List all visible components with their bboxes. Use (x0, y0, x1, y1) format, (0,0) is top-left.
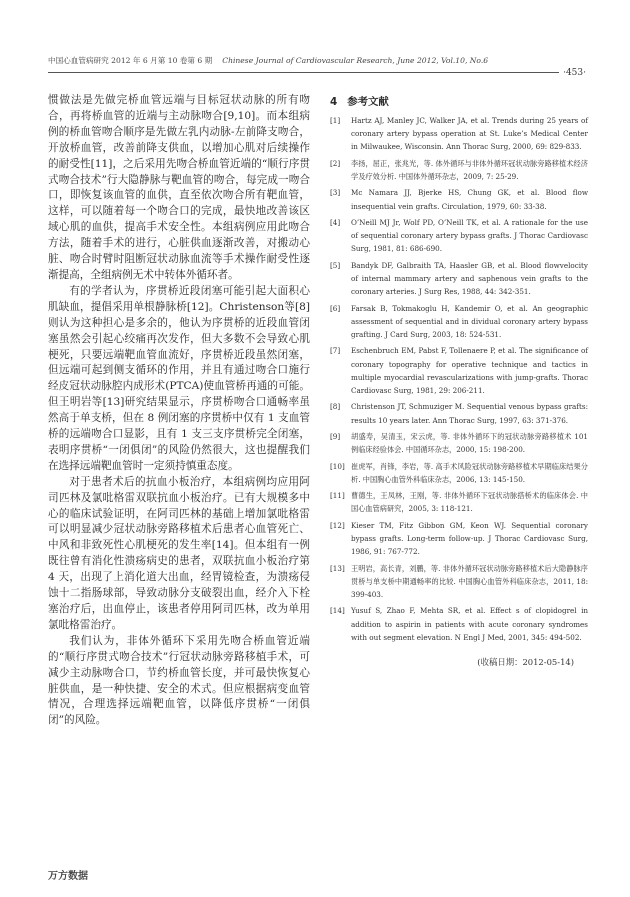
reference-item (330, 489, 588, 515)
reference-number: [3] (330, 188, 341, 198)
reference-number: [5] (330, 260, 341, 270)
reference-item (330, 519, 588, 559)
paragraph: 我们认为，非体外循环下采用先吻合桥血管近端的“顺行序贯式吻合技术”行冠状动脉旁路移植手术，可减少主动脉吻合口，节约桥血管长度，并可最快恢复心脏供血，是一种快捷、安全的术式。但应根据病变血管情况，合理选择远端靶血管，以降低序贯桥“一闭俱闭”的风险。 (48, 634, 310, 727)
journal-name-cn: 中国心血管病研究 2012 年 6 月第 10 卷第 6 期 (48, 56, 213, 65)
reference-item (330, 400, 588, 426)
section-number: 4 (330, 96, 338, 108)
reference-text: Hartz AJ, Manley JC, Walker JA, et al. Trends during 25 years of coronary artery bypass operation at St. Luke’s Medical Center in Milwaukee, Wisconsin. Ann Thorac Surg, 2000, 69: 829-833. (351, 116, 588, 152)
reference-number: [4] (330, 217, 341, 227)
section-title: 参考文献 (347, 96, 389, 108)
reference-item (330, 460, 588, 486)
reference-text: Bandyk DF, Galbraith TA, Haasler GB, et al. Blood flowvelocity of internal mammary artery and saphenous vein grafts to the coronary arteries. J Surg Res, 1988, 44: 342-351. (351, 260, 588, 297)
reference-item (330, 302, 588, 342)
journal-citation (48, 55, 488, 66)
journal-name-en: Chinese Journal of Cardiovascular Research, June 2012, Vol.10, No.6 (222, 56, 489, 65)
references-column (330, 93, 588, 668)
reference-item (330, 430, 588, 456)
paragraph: 有的学者认为，序贯桥近段闭塞可能引起大面积心肌缺血，提倡采用单根静脉桥[12]。Christenson等[8]则认为这种担心是多余的，他认为序贯桥的近段血管闭塞虽然会引起心绞痛再次发作，但大多数不会导致心肌梗死，只要远端靶血管血流好，序贯桥近段虽然闭塞，但远端可起到侧支循环的作用，并且有通过吻合口施行经皮冠状动脉腔内成形术(PTCA)使血管桥再通的可能。但王明岩等[13]研究结果显示，序贯桥吻合口通畅率虽然高于单支桥，但在 8 例闭塞的序贯桥中仅有 1 支血管桥的远端吻合口显影，且有 1 支三支序贯桥完全闭塞，表明序贯桥“一闭俱闭”的风险仍然很大，这也提醒我们在选择远端靶血管时一定须持慎重态度。 (48, 284, 310, 472)
reference-text: Yusuf S, Zhao F, Mehta SR, et al. Effect s of clopidogrel in addition to aspirin in patients with acute coronary syndromes with out segment elevation. N Engl J Med, 2001, 345: 494-502. (351, 606, 588, 642)
reference-item (330, 562, 588, 602)
reference-text: 崔虎军，肖锋，李岩，等. 高手术风险冠状动脉旁路移植术早期临床结果分析. 中国胸心血管外科临床杂志，2006, 13: 145-150. (351, 461, 588, 484)
reference-number: [2] (330, 158, 341, 168)
reference-number: [7] (330, 346, 341, 356)
reference-number: [8] (330, 402, 341, 412)
running-header (48, 55, 586, 71)
reference-item (330, 186, 588, 212)
reference-item (330, 114, 588, 154)
reference-text: Farsak B, Tokmakoglu H, Kandemir O, et al. An geographic assessment of sequential and in dividual coronary artery bypass grafting. J Card Surg, 2003, 18: 524-531. (351, 303, 588, 339)
reference-number: [14] (330, 606, 345, 616)
reference-number: [12] (330, 520, 345, 530)
page-number: ·453· (559, 68, 586, 78)
reference-item (330, 259, 588, 299)
reference-text: Eschenbruch EM, Pabst F, Tollenaere P, et al. The significance of coronary topography for operative technique and tactics in multiple myocardial revascularizations with jump-grafts. Thorac Cardiovasc Surg, 1981, 29: 206-211. (351, 346, 588, 395)
reference-text: Kieser TM, Fitz Gibbon GM, Keon WJ. Sequential coronary bypass grafts. Long-term follow-up. J Thorac Cardiovasc Surg, 1986, 91: 767-772. (351, 520, 588, 557)
reference-number: [1] (330, 116, 341, 125)
wanfang-logo-text: 万方数据 (48, 871, 88, 882)
reference-text: 胡盛寿，吴清玉，宋云虎，等. 非体外循环下的冠状动脉旁路移植术 101 例临床经验体会. 中国循环杂志，2000, 15: 198-200. (351, 431, 588, 455)
reference-item (330, 216, 588, 256)
references-heading (330, 93, 588, 108)
header-rule (48, 72, 576, 73)
reference-text: Mc Namara JJ, Bjerke HS, Chung GK, et al. Blood flow insequential vein grafts. Circulation, 1979, 60: 33-38. (351, 188, 588, 211)
reference-text: 李扬，屈正，张兆光，等. 体外循环与非体外循环冠状动脉旁路移植术经济学及疗效分析. 中国体外循环杂志，2009, 7: 25-29. (351, 158, 588, 181)
reference-number: [13] (330, 563, 345, 573)
paragraph: 对于患者术后的抗血小板治疗，本组病例均应用阿司匹林及氯吡格雷双联抗血小板治疗。已有大规模多中心的临床试验证明，在阿司匹林的基础上增加氯吡格雷可以明显减少冠状动脉旁路移植术后患者心血管死亡、中风和非致死性心肌梗死的发生率[14]。但本组有一例既往曾有消化性溃疡病史的患者，双联抗血小板治疗第 4 天，出现了上消化道大出血，经胃镜检查，为溃疡侵蚀十二指肠球部，导致动脉分支破裂出血，经介入下栓塞治疗后，出血停止，该患者停用阿司匹林，改为单用氯吡格雷治疗。 (48, 475, 310, 631)
reference-text: Christenson JT, Schmuziger M. Sequential venous bypass grafts: results 10 years later. Ann Thorac Surg, 1997, 63: 371-376. (351, 402, 588, 425)
reference-number: [9] (330, 431, 341, 441)
received-date: (收稿日期：2012-05-14) (477, 656, 574, 667)
reference-number: [10] (330, 461, 345, 471)
paragraph-continued: 惯做法是先做完桥血管远端与目标冠状动脉的所有吻合，再将桥血管的近端与主动脉吻合[9,10]。而本组病例的桥血管吻合顺序是先做左乳内动脉-左前降支吻合，开放桥血管，改善前降支供血，以增加心肌对后续操作的耐受性[11]，之后采用先吻合桥血管近端的“顺行序贯式吻合技术”行大隐静脉与靶血管的吻合，每完成一吻合口，即恢复该血管的血供，直至依次吻合所有靶血管，这样，可以随着每一个吻合口的完成，最快地改善该区域心肌的血供，提高手术安全性。本组病例应用此吻合方法，随着手术的进行，心脏供血逐渐改善，对搬动心脏、吻合时臂时阻断冠状动脉血流等手术操作耐受性逐渐提高，全组病例无术中转体外循环者。 (48, 94, 310, 281)
reference-item (330, 157, 588, 183)
reference-text: 曹德生，王凤林，王刚，等. 非体外循环下冠状动脉搭桥术的临床体会. 中国心血管病研究，2005, 3: 118-121. (351, 491, 588, 514)
reference-text: 王明岩，高长青，刘鹏，等. 非体外循环冠状动脉旁路移植术后大隐静脉序贯桥与单支桥中期通畅率的比较. 中国胸心血管外科临床杂志，2011, 18: 399-403. (351, 563, 588, 599)
body-text-column (48, 93, 310, 729)
reference-item (330, 344, 588, 397)
reference-number: [6] (330, 303, 341, 313)
reference-item (330, 604, 588, 644)
reference-text: O’Neill MJ Jr, Wolf PD, O’Neill TK, et al. A rationale for the use of sequential coronary artery bypass grafts. J Thorac Cardiovasc Surg, 1981, 81: 686-690. (351, 217, 588, 254)
reference-number: [11] (330, 491, 345, 501)
